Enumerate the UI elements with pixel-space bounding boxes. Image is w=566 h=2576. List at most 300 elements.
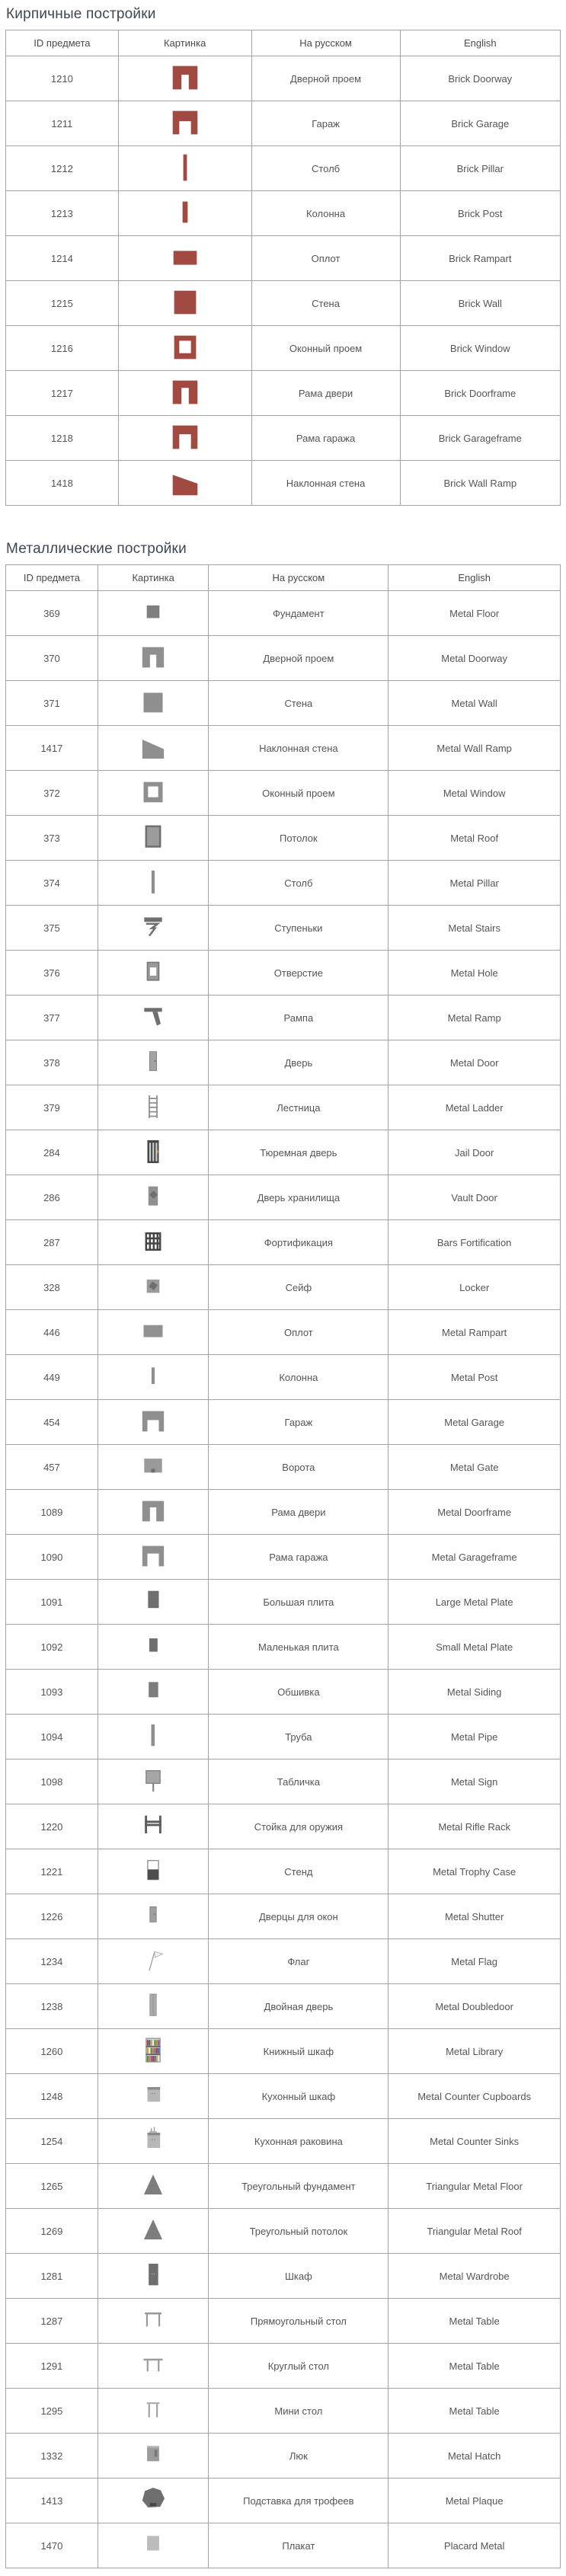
table-row xyxy=(6,951,561,996)
item-name-ru-cell: Прямоугольный стол xyxy=(209,2299,389,2344)
item-image-cell xyxy=(98,2389,209,2434)
item-name-en-cell: Metal Trophy Case xyxy=(389,1849,561,1894)
item-name-ru-cell: Большая плита xyxy=(209,1580,389,1625)
item-name-en-cell: Brick Doorframe xyxy=(400,371,560,416)
item-id-cell: 1254 xyxy=(6,2119,98,2164)
item-name-en-cell: Brick Doorway xyxy=(400,56,560,101)
table-row xyxy=(6,371,561,416)
metal-sign-icon xyxy=(138,1766,168,1796)
item-name-ru-cell: Треугольный потолок xyxy=(209,2209,389,2254)
metal-pipe-icon xyxy=(138,1721,168,1751)
item-name-ru-cell: Книжный шкаф xyxy=(209,2029,389,2074)
item-id-cell: 1218 xyxy=(6,416,119,461)
metal-ladder-icon xyxy=(138,1091,168,1122)
item-name-ru-cell: Наклонная стена xyxy=(251,461,400,506)
table-row xyxy=(6,1849,561,1894)
item-id-cell: 372 xyxy=(6,771,98,816)
brick-wall-ramp-icon xyxy=(168,465,203,500)
metal-pillar-icon xyxy=(138,867,168,897)
item-name-ru-cell: Стена xyxy=(209,681,389,726)
brick-wall-icon xyxy=(168,285,203,320)
item-name-en-cell: Metal Rampart xyxy=(389,1310,561,1355)
item-image-cell xyxy=(118,191,251,236)
item-id-cell: 373 xyxy=(6,816,98,861)
item-name-en-cell: Metal Pipe xyxy=(389,1715,561,1759)
item-name-ru-cell: Дверцы для окон xyxy=(209,1894,389,1939)
item-image-cell xyxy=(98,1400,209,1445)
item-name-en-cell: Metal Flag xyxy=(389,1939,561,1984)
metal-library-icon xyxy=(138,2035,168,2066)
item-name-en-cell: Metal Roof xyxy=(389,816,561,861)
metal-hole-icon xyxy=(138,957,168,987)
item-id-cell: 328 xyxy=(6,1265,98,1310)
table-row xyxy=(6,101,561,146)
item-name-en-cell: Metal Garageframe xyxy=(389,1535,561,1580)
item-name-ru-cell: Колонна xyxy=(251,191,400,236)
table-row xyxy=(6,146,561,191)
column-header: English xyxy=(389,565,561,591)
item-name-en-cell: Metal Table xyxy=(389,2344,561,2389)
item-name-ru-cell: Оконный проем xyxy=(209,771,389,816)
metal-roof-icon xyxy=(138,822,168,852)
item-name-ru-cell: Обшивка xyxy=(209,1670,389,1715)
table-row xyxy=(6,906,561,951)
column-header: На русском xyxy=(251,30,400,56)
item-image-cell xyxy=(98,861,209,906)
table-row xyxy=(6,1265,561,1310)
item-name-ru-cell: Оплот xyxy=(251,236,400,281)
item-image-cell xyxy=(98,1220,209,1265)
item-image-cell xyxy=(98,2344,209,2389)
item-name-en-cell: Metal Siding xyxy=(389,1670,561,1715)
item-image-cell xyxy=(98,1939,209,1984)
item-image-cell xyxy=(98,1894,209,1939)
item-id-cell: 1281 xyxy=(6,2254,98,2299)
item-name-ru-cell: Дверь хранилища xyxy=(209,1175,389,1220)
item-name-ru-cell: Гараж xyxy=(209,1400,389,1445)
metal-ramp-icon xyxy=(138,1002,168,1032)
item-image-cell xyxy=(98,1625,209,1670)
item-name-en-cell: Brick Pillar xyxy=(400,146,560,191)
table-row xyxy=(6,816,561,861)
item-name-en-cell: Metal Table xyxy=(389,2389,561,2434)
metal-plaque-icon xyxy=(138,2485,168,2515)
brick-post-icon xyxy=(168,195,203,230)
item-name-ru-cell: Ворота xyxy=(209,1445,389,1490)
item-image-cell xyxy=(98,591,209,636)
item-image-cell xyxy=(98,1175,209,1220)
item-name-ru-cell: Люк xyxy=(209,2434,389,2479)
item-name-ru-cell: Кухонная раковина xyxy=(209,2119,389,2164)
table-row xyxy=(6,2523,561,2568)
table-row xyxy=(6,2434,561,2479)
table-row xyxy=(6,2209,561,2254)
item-id-cell: 1213 xyxy=(6,191,119,236)
table-row xyxy=(6,1715,561,1759)
item-name-en-cell: Metal Wall Ramp xyxy=(389,726,561,771)
item-id-cell: 1214 xyxy=(6,236,119,281)
item-name-en-cell: Metal Hatch xyxy=(389,2434,561,2479)
item-image-cell xyxy=(98,1040,209,1085)
item-name-en-cell: Brick Window xyxy=(400,326,560,371)
item-image-cell xyxy=(98,1490,209,1535)
item-image-cell xyxy=(118,281,251,326)
item-image-cell xyxy=(98,2029,209,2074)
item-id-cell: 374 xyxy=(6,861,98,906)
item-id-cell: 1413 xyxy=(6,2479,98,2523)
metal-gate-icon xyxy=(138,1451,168,1481)
section-metal-buildings xyxy=(5,541,561,2568)
item-name-en-cell: Metal Gate xyxy=(389,1445,561,1490)
item-name-en-cell: Metal Counter Cupboards xyxy=(389,2074,561,2119)
table-row xyxy=(6,2029,561,2074)
item-image-cell xyxy=(98,2434,209,2479)
table-row xyxy=(6,2344,561,2389)
item-name-en-cell: Metal Garage xyxy=(389,1400,561,1445)
item-name-en-cell: Brick Wall Ramp xyxy=(400,461,560,506)
item-name-en-cell: Brick Post xyxy=(400,191,560,236)
wiki-article xyxy=(5,6,561,2568)
placard-metal-icon xyxy=(138,2530,168,2560)
item-image-cell xyxy=(98,2479,209,2523)
metal-door-icon xyxy=(138,1047,168,1077)
column-header: На русском xyxy=(209,565,389,591)
metal-flag-icon xyxy=(138,1945,168,1976)
item-image-cell xyxy=(98,681,209,726)
item-id-cell: 1098 xyxy=(6,1759,98,1804)
item-name-en-cell: Metal Wall xyxy=(389,681,561,726)
item-id-cell: 1210 xyxy=(6,56,119,101)
item-name-en-cell: Metal Library xyxy=(389,2029,561,2074)
table-row xyxy=(6,2119,561,2164)
item-id-cell: 454 xyxy=(6,1400,98,1445)
item-id-cell: 379 xyxy=(6,1085,98,1130)
brick-buildings-table xyxy=(5,30,561,506)
item-name-ru-cell: Двойная дверь xyxy=(209,1984,389,2029)
table-row xyxy=(6,1085,561,1130)
item-image-cell xyxy=(98,1445,209,1490)
item-id-cell: 1215 xyxy=(6,281,119,326)
table-body xyxy=(6,591,561,2568)
item-name-en-cell: Metal Shutter xyxy=(389,1894,561,1939)
item-id-cell: 376 xyxy=(6,951,98,996)
item-image-cell xyxy=(98,2164,209,2209)
table-row xyxy=(6,1984,561,2029)
item-image-cell xyxy=(98,636,209,681)
item-image-cell xyxy=(98,1804,209,1849)
column-header: Картинка xyxy=(118,30,251,56)
item-name-en-cell: Metal Doubledoor xyxy=(389,1984,561,2029)
item-image-cell xyxy=(98,1535,209,1580)
table-row xyxy=(6,1625,561,1670)
item-name-en-cell: Metal Rifle Rack xyxy=(389,1804,561,1849)
table-row xyxy=(6,771,561,816)
item-image-cell xyxy=(98,1265,209,1310)
item-id-cell: 371 xyxy=(6,681,98,726)
item-name-en-cell: Metal Sign xyxy=(389,1759,561,1804)
item-image-cell xyxy=(98,2299,209,2344)
item-image-cell xyxy=(118,416,251,461)
metal-window-icon xyxy=(138,777,168,807)
item-image-cell xyxy=(98,2209,209,2254)
item-name-en-cell: Metal Window xyxy=(389,771,561,816)
item-name-en-cell: Metal Doorframe xyxy=(389,1490,561,1535)
item-name-ru-cell: Фундамент xyxy=(209,591,389,636)
item-id-cell: 1291 xyxy=(6,2344,98,2389)
section-title: Кирпичные постройки xyxy=(6,6,156,22)
item-name-ru-cell: Сейф xyxy=(209,1265,389,1310)
item-name-ru-cell: Лестница xyxy=(209,1085,389,1130)
item-image-cell xyxy=(98,1310,209,1355)
item-image-cell xyxy=(118,236,251,281)
item-name-ru-cell: Плакат xyxy=(209,2523,389,2568)
item-image-cell xyxy=(98,1715,209,1759)
item-name-ru-cell: Дверь xyxy=(209,1040,389,1085)
item-name-ru-cell: Рама гаража xyxy=(251,416,400,461)
item-id-cell: 286 xyxy=(6,1175,98,1220)
column-header: English xyxy=(400,30,560,56)
triangular-metal-roof-icon xyxy=(138,2215,168,2245)
item-id-cell: 1217 xyxy=(6,371,119,416)
table-row xyxy=(6,636,561,681)
table-row xyxy=(6,1355,561,1400)
metal-floor-icon xyxy=(138,597,168,628)
item-id-cell: 369 xyxy=(6,591,98,636)
item-name-ru-cell: Треугольный фундамент xyxy=(209,2164,389,2209)
item-name-ru-cell: Тюремная дверь xyxy=(209,1130,389,1175)
item-image-cell xyxy=(98,1580,209,1625)
item-name-en-cell: Metal Stairs xyxy=(389,906,561,951)
item-id-cell: 1091 xyxy=(6,1580,98,1625)
large-metal-plate-icon xyxy=(138,1586,168,1616)
item-id-cell: 1234 xyxy=(6,1939,98,1984)
item-name-en-cell: Metal Doorway xyxy=(389,636,561,681)
metal-table-mini-icon xyxy=(138,2395,168,2425)
table-row xyxy=(6,1130,561,1175)
table-row xyxy=(6,1759,561,1804)
item-id-cell: 1287 xyxy=(6,2299,98,2344)
item-id-cell: 1089 xyxy=(6,1490,98,1535)
metal-buildings-table xyxy=(5,564,561,2568)
item-name-en-cell: Jail Door xyxy=(389,1130,561,1175)
item-name-en-cell: Brick Garageframe xyxy=(400,416,560,461)
item-name-ru-cell: Флаг xyxy=(209,1939,389,1984)
table-row xyxy=(6,1535,561,1580)
item-name-en-cell: Metal Ladder xyxy=(389,1085,561,1130)
table-row xyxy=(6,1490,561,1535)
item-id-cell: 1220 xyxy=(6,1804,98,1849)
metal-wardrobe-icon xyxy=(138,2260,168,2290)
table-row xyxy=(6,1040,561,1085)
item-image-cell xyxy=(118,146,251,191)
item-name-ru-cell: Табличка xyxy=(209,1759,389,1804)
table-row xyxy=(6,726,561,771)
item-name-ru-cell: Рама двери xyxy=(209,1490,389,1535)
brick-doorframe-icon xyxy=(168,375,203,410)
item-image-cell xyxy=(118,371,251,416)
table-row xyxy=(6,1580,561,1625)
item-id-cell: 1226 xyxy=(6,1894,98,1939)
column-header: ID предмета xyxy=(6,30,119,56)
item-id-cell: 1248 xyxy=(6,2074,98,2119)
table-row xyxy=(6,281,561,326)
item-id-cell: 449 xyxy=(6,1355,98,1400)
metal-stairs-icon xyxy=(138,912,168,942)
item-name-en-cell: Triangular Metal Roof xyxy=(389,2209,561,2254)
item-name-en-cell: Metal Table xyxy=(389,2299,561,2344)
table-row xyxy=(6,2254,561,2299)
item-id-cell: 1094 xyxy=(6,1715,98,1759)
table-row xyxy=(6,1400,561,1445)
section-title: Металлические постройки xyxy=(6,541,187,557)
table-row xyxy=(6,2299,561,2344)
item-name-en-cell: Metal Counter Sinks xyxy=(389,2119,561,2164)
item-name-ru-cell: Колонна xyxy=(209,1355,389,1400)
brick-garageframe-icon xyxy=(168,420,203,455)
metal-table-round-icon xyxy=(138,2350,168,2380)
brick-doorway-icon xyxy=(168,60,203,95)
item-id-cell: 1418 xyxy=(6,461,119,506)
item-name-ru-cell: Ступеньки xyxy=(209,906,389,951)
item-image-cell xyxy=(98,1984,209,2029)
item-image-cell xyxy=(98,2119,209,2164)
table-row xyxy=(6,1445,561,1490)
item-id-cell: 1221 xyxy=(6,1849,98,1894)
item-image-cell xyxy=(98,996,209,1040)
metal-doubledoor-icon xyxy=(138,1990,168,2021)
brick-pillar-icon xyxy=(168,150,203,185)
item-image-cell xyxy=(98,1849,209,1894)
item-name-ru-cell: Кухонный шкаф xyxy=(209,2074,389,2119)
table-row xyxy=(6,2389,561,2434)
item-name-ru-cell: Рама двери xyxy=(251,371,400,416)
table-row xyxy=(6,236,561,281)
item-id-cell: 375 xyxy=(6,906,98,951)
item-name-en-cell: Bars Fortification xyxy=(389,1220,561,1265)
table-row xyxy=(6,2074,561,2119)
item-id-cell: 1092 xyxy=(6,1625,98,1670)
item-image-cell xyxy=(98,2074,209,2119)
item-name-ru-cell: Стойка для оружия xyxy=(209,1804,389,1849)
item-name-ru-cell: Столб xyxy=(209,861,389,906)
brick-garage-icon xyxy=(168,105,203,140)
item-name-en-cell: Metal Hole xyxy=(389,951,561,996)
triangular-metal-floor-icon xyxy=(138,2170,168,2200)
item-id-cell: 1216 xyxy=(6,326,119,371)
table-row xyxy=(6,996,561,1040)
small-metal-plate-icon xyxy=(138,1631,168,1661)
table-row xyxy=(6,1220,561,1265)
metal-trophy-case-icon xyxy=(138,1855,168,1886)
metal-doorframe-icon xyxy=(138,1496,168,1526)
brick-window-icon xyxy=(168,330,203,365)
item-image-cell xyxy=(118,101,251,146)
table-header-row xyxy=(6,565,561,591)
item-id-cell: 284 xyxy=(6,1130,98,1175)
section-brick-buildings xyxy=(5,6,561,506)
item-image-cell xyxy=(118,56,251,101)
item-name-ru-cell: Рама гаража xyxy=(209,1535,389,1580)
table-row xyxy=(6,1670,561,1715)
item-id-cell: 377 xyxy=(6,996,98,1040)
item-image-cell xyxy=(98,1130,209,1175)
item-name-ru-cell: Дверной проем xyxy=(251,56,400,101)
column-header: ID предмета xyxy=(6,565,98,591)
item-name-ru-cell: Подставка для трофеев xyxy=(209,2479,389,2523)
item-name-en-cell: Metal Plaque xyxy=(389,2479,561,2523)
metal-counter-sinks-icon xyxy=(138,2125,168,2156)
table-row xyxy=(6,681,561,726)
item-name-en-cell: Triangular Metal Floor xyxy=(389,2164,561,2209)
item-image-cell xyxy=(118,461,251,506)
item-name-ru-cell: Столб xyxy=(251,146,400,191)
item-name-ru-cell: Мини стол xyxy=(209,2389,389,2434)
item-id-cell: 378 xyxy=(6,1040,98,1085)
item-name-en-cell: Brick Wall xyxy=(400,281,560,326)
item-name-ru-cell: Оплот xyxy=(209,1310,389,1355)
metal-post-icon xyxy=(138,1361,168,1392)
item-name-ru-cell: Дверной проем xyxy=(209,636,389,681)
table-row xyxy=(6,326,561,371)
table-header-row xyxy=(6,30,561,56)
item-id-cell: 370 xyxy=(6,636,98,681)
item-name-ru-cell: Потолок xyxy=(209,816,389,861)
item-id-cell: 1332 xyxy=(6,2434,98,2479)
item-name-ru-cell: Труба xyxy=(209,1715,389,1759)
item-id-cell: 287 xyxy=(6,1220,98,1265)
item-id-cell: 1260 xyxy=(6,2029,98,2074)
metal-table-rect-icon xyxy=(138,2305,168,2335)
item-name-en-cell: Metal Door xyxy=(389,1040,561,1085)
metal-hatch-icon xyxy=(138,2440,168,2470)
item-id-cell: 446 xyxy=(6,1310,98,1355)
brick-rampart-icon xyxy=(168,240,203,275)
item-id-cell: 457 xyxy=(6,1445,98,1490)
table-row xyxy=(6,416,561,461)
item-image-cell xyxy=(98,771,209,816)
item-name-ru-cell: Рампа xyxy=(209,996,389,1040)
metal-rampart-icon xyxy=(138,1316,168,1347)
item-id-cell: 1211 xyxy=(6,101,119,146)
metal-counter-cupboards-icon xyxy=(138,2080,168,2111)
table-header xyxy=(6,565,561,591)
item-name-en-cell: Large Metal Plate xyxy=(389,1580,561,1625)
item-image-cell xyxy=(118,326,251,371)
item-name-ru-cell: Гараж xyxy=(251,101,400,146)
table-body xyxy=(6,56,561,506)
bars-fortification-icon xyxy=(138,1226,168,1257)
item-image-cell xyxy=(98,816,209,861)
vault-door-icon xyxy=(138,1181,168,1212)
item-name-en-cell: Vault Door xyxy=(389,1175,561,1220)
item-name-ru-cell: Оконный проем xyxy=(251,326,400,371)
table-row xyxy=(6,1894,561,1939)
table-row xyxy=(6,1175,561,1220)
metal-doorway-icon xyxy=(138,642,168,673)
metal-garageframe-icon xyxy=(138,1541,168,1571)
item-id-cell: 1238 xyxy=(6,1984,98,2029)
item-name-en-cell: Metal Post xyxy=(389,1355,561,1400)
table-row xyxy=(6,461,561,506)
item-name-en-cell: Metal Wardrobe xyxy=(389,2254,561,2299)
metal-shutter-icon xyxy=(138,1900,168,1931)
item-id-cell: 1265 xyxy=(6,2164,98,2209)
metal-rifle-rack-icon xyxy=(138,1811,168,1841)
table-row xyxy=(6,1310,561,1355)
table-header xyxy=(6,30,561,56)
item-name-ru-cell: Маленькая плита xyxy=(209,1625,389,1670)
jail-door-icon xyxy=(138,1136,168,1167)
